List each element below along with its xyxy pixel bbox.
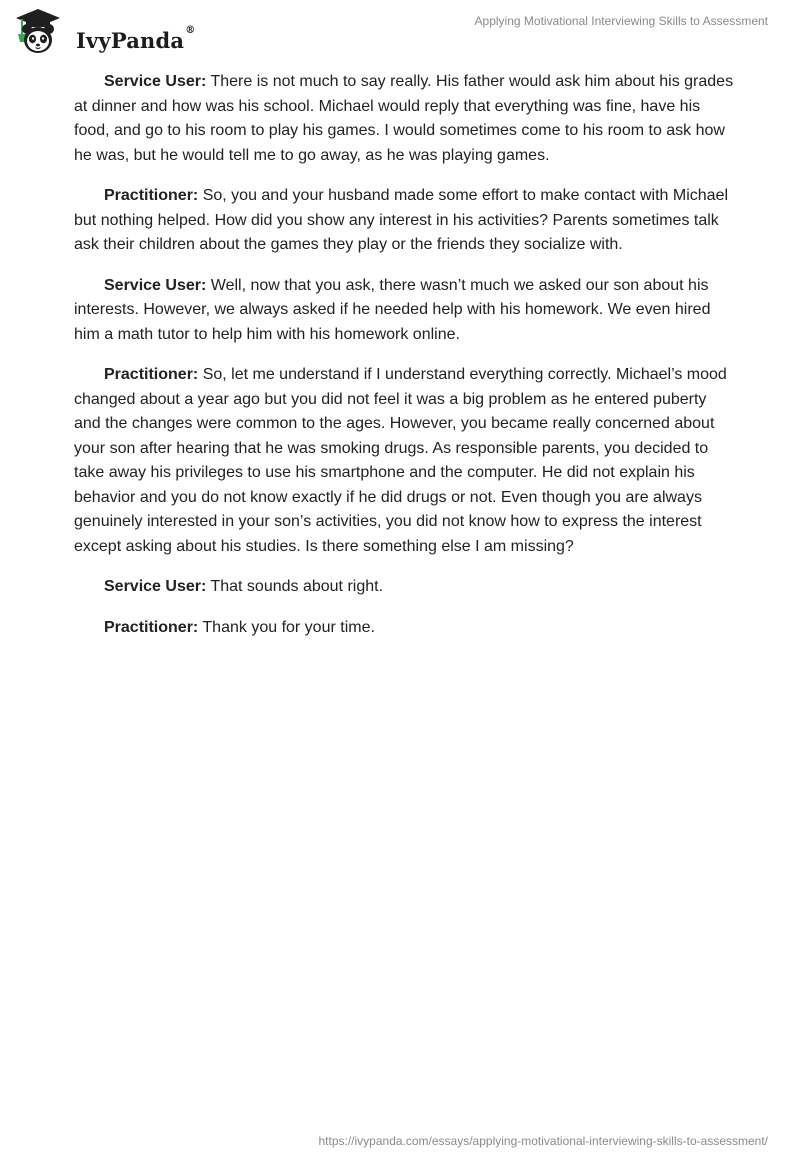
speech-text: Thank you for your time. xyxy=(202,618,375,636)
source-url-link[interactable]: https://ivypanda.com/essays/applying-motivational-interviewing-skills-to-assessment/ xyxy=(318,1134,768,1148)
speech-text: There is not much to say really. His father would ask him about his grades at dinner and how was his school. Michael would reply that everything was fine, have his food, and go to his room to play his games. I would sometimes come to his room to ask how he was, but he would tell me to go away, as he was playing games. xyxy=(74,73,734,164)
brand-text: IvyPanda xyxy=(76,28,185,53)
page-header xyxy=(0,0,800,60)
speaker-label: Practitioner: xyxy=(104,618,199,636)
speech-text: Well, now that you ask, there wasn’t much we asked our son about his interests. However, we always asked if he needed help with his homework. We even hired him a math tutor to help him with his homework online. xyxy=(74,276,711,343)
ivypanda-logo[interactable] xyxy=(14,8,214,56)
dialogue-body xyxy=(74,70,734,656)
dialogue-paragraph xyxy=(74,575,734,600)
brand-name xyxy=(76,25,196,53)
dialogue-paragraph xyxy=(74,616,734,641)
document-title: Applying Motivational Interviewing Skills to Assessment xyxy=(474,14,768,28)
dialogue-paragraph xyxy=(74,363,734,559)
speaker-label: Service User: xyxy=(104,73,207,90)
speaker-label: Service User: xyxy=(104,276,207,294)
speaker-label: Service User: xyxy=(104,578,207,595)
dialogue-paragraph xyxy=(74,184,734,258)
panda-graduation-icon xyxy=(14,8,62,56)
speech-text: That sounds about right. xyxy=(210,578,384,595)
registered-mark: ® xyxy=(185,25,196,36)
speech-text: So, let me understand if I understand everything correctly. Michael’s mood changed about a year ago but you did not feel it was a big problem as he entered puberty and the changes were common to the ages. However, you became really concerned about your son after hearing that he was smoking drugs. As responsible parents, you decided to take away his privileges to use his smartphone and the computer. He did not explain his behavior and you do not know exactly if he did drugs or not. Even though you are always genuinely interested in your son’s activities, you did not know how to express the interest except asking about his studies. Is there something else I am missing? xyxy=(74,366,727,555)
speaker-label: Practitioner: xyxy=(104,366,199,383)
dialogue-paragraph xyxy=(74,274,734,348)
speech-text: So, you and your husband made some effort to make contact with Michael but nothing helped. How did you show any interest in his activities? Parents sometimes talk ask their children about the games they play or the friends they socialize with. xyxy=(74,187,729,253)
speaker-label: Practitioner: xyxy=(104,187,199,204)
dialogue-paragraph xyxy=(74,70,734,168)
